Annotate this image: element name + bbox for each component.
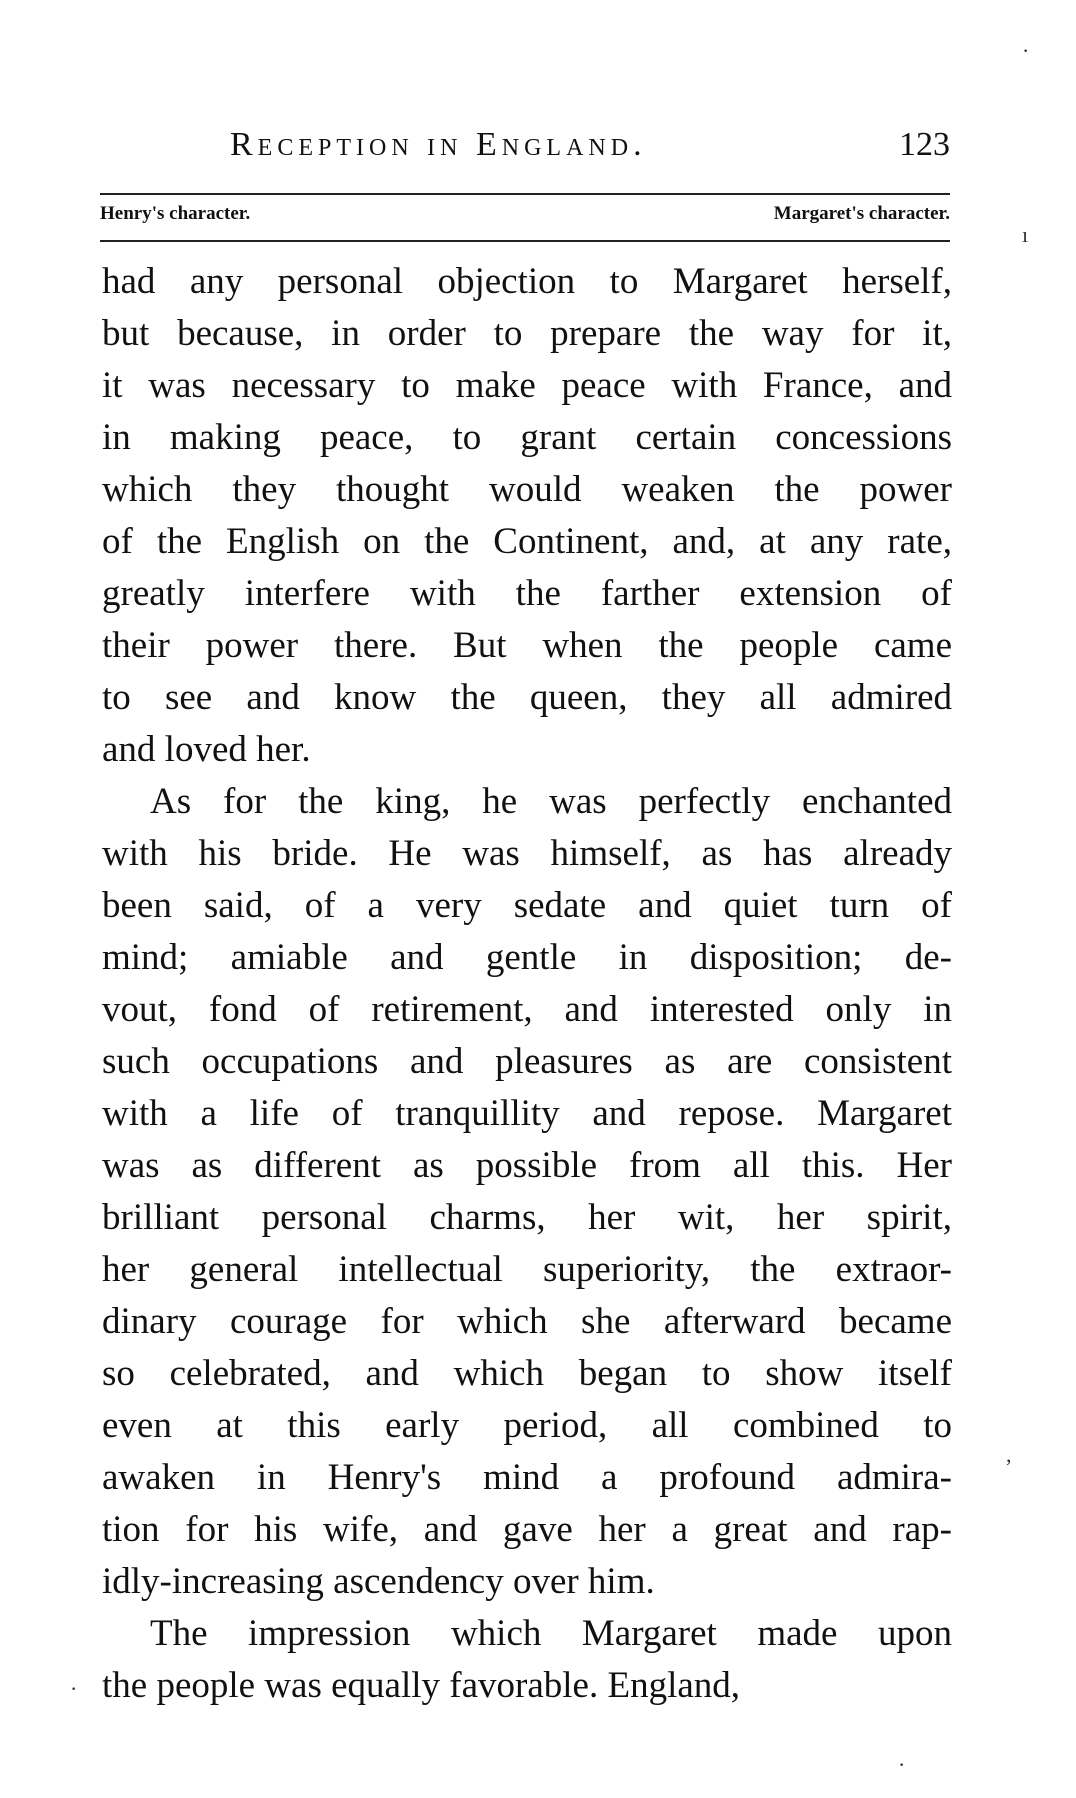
text-line: but because, in order to prepare the way for it, <box>102 313 952 354</box>
text-line: such occupations and pleasures as are consistent <box>102 1041 952 1082</box>
text-line: dinary courage for which she afterward became <box>102 1301 952 1342</box>
text-line: to see and know the queen, they all admired <box>102 677 952 718</box>
text-line: the people was equally favorable. England, <box>102 1665 741 1706</box>
side-note-right: Margaret's character. <box>773 203 950 224</box>
text-line: was as different as possible from all this. Her <box>102 1145 952 1186</box>
text-line: brilliant personal charms, her wit, her spirit, <box>102 1197 952 1238</box>
margin-speck: , <box>1006 1442 1012 1467</box>
text-line: with a life of tranquillity and repose. Margaret <box>102 1093 952 1134</box>
body-text <box>102 256 952 1712</box>
text-line: tion for his wife, and gave her a great and rap- <box>102 1509 952 1550</box>
text-line: greatly interfere with the farther extension of <box>102 573 952 614</box>
text-line: and loved her. <box>102 729 311 770</box>
header-rule-top <box>100 193 950 195</box>
running-title: Reception in England. <box>230 126 647 163</box>
text-line: her general intellectual superiority, the extraor- <box>102 1249 952 1290</box>
side-notes <box>100 203 950 233</box>
text-line: As for the king, he was perfectly enchanted <box>150 781 952 822</box>
text-line: The impression which Margaret made upon <box>150 1613 952 1654</box>
text-line: it was necessary to make peace with France, and <box>102 365 952 406</box>
margin-speck: ı <box>1022 222 1029 247</box>
text-line: had any personal objection to Margaret herself, <box>102 261 952 302</box>
text-line: awaken in Henry's mind a profound admira- <box>102 1457 952 1498</box>
text-line: mind; amiable and gentle in disposition; de- <box>102 937 952 978</box>
running-head <box>100 126 950 176</box>
margin-speck: · <box>1022 38 1030 63</box>
side-note-left: Henry's character. <box>100 203 251 224</box>
text-line: of the English on the Continent, and, at any rate, <box>102 521 952 562</box>
text-line: even at this early period, all combined to <box>102 1405 952 1446</box>
page-number: 123 <box>899 126 950 163</box>
text-line: been said, of a very sedate and quiet turn of <box>102 885 952 926</box>
header-rule-bottom <box>100 240 950 242</box>
text-line: idly-increasing ascendency over him. <box>102 1561 655 1602</box>
text-line: their power there. But when the people came <box>102 625 952 666</box>
text-line: which they thought would weaken the power <box>102 469 952 510</box>
margin-speck: · <box>898 1752 906 1777</box>
text-line: with his bride. He was himself, as has already <box>102 833 952 874</box>
text-line: vout, fond of retirement, and interested only in <box>102 989 952 1030</box>
margin-speck: · <box>70 1676 78 1701</box>
text-line: in making peace, to grant certain concessions <box>102 417 952 458</box>
text-line: so celebrated, and which began to show itself <box>102 1353 952 1394</box>
